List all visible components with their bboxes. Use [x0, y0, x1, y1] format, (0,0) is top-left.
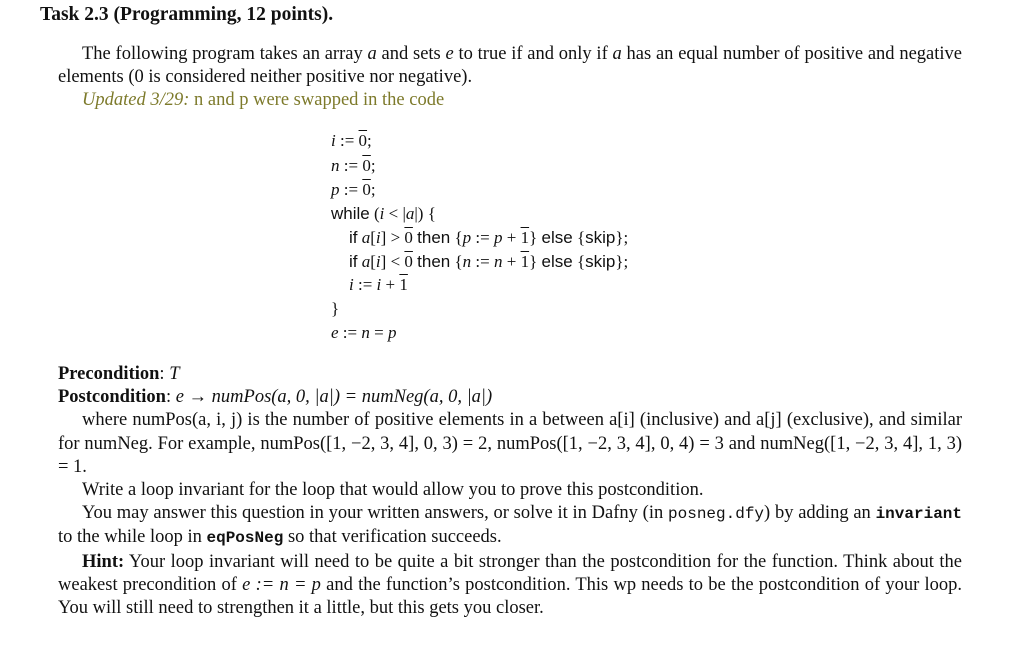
where-paragraph: where numPos(a, i, j) is the number of positive elements in a between a[i] (inclusive) and a[j] (exclusive), and similar for numNeg. For example, numPos([1, −2, 3, 4], 0, 3) = 2, numPos([1, −2, 3, 4], 0, 4) = 3 and numNeg([1, −2, 3, 4], 1, 3) = 1.	[58, 410, 962, 477]
spec-section	[58, 363, 962, 620]
task-heading: Task 2.3 (Programming, 12 points).	[40, 4, 334, 25]
instruction-2: You may answer this question in your written answers, or solve it in Dafny (in posneg.dfy) by adding an invariant to the while loop in eqPosNeg so that verification succeeds.	[58, 503, 962, 548]
instruction-1: Write a loop invariant for the loop that would allow you to prove this postcondition.	[82, 480, 704, 501]
update-note: Updated 3/29: n and p were swapped in the code	[82, 90, 445, 111]
code-line-8: }	[331, 299, 340, 318]
code-line-1: i := 0;	[331, 131, 372, 150]
precondition-line: Precondition: T	[58, 364, 180, 384]
intro-paragraph: The following program takes an array a and sets e to true if and only if a has an equal number of positive and negative elements (0 is considered neither positive nor negative). Updated 3/29: n and p were swapped in the code	[58, 43, 962, 113]
code-line-7: i := i + 1	[349, 275, 408, 294]
code-line-5: if a[i] > 0 then {p := p + 1} else {skip};	[349, 228, 629, 247]
code-line-3: p := 0;	[331, 180, 376, 199]
code-line-4: while (i < |a|) {	[331, 204, 436, 223]
code-line-9: e := n = p	[331, 323, 397, 342]
postcondition-line: Postcondition: e → numPos(a, 0, |a|) = numNeg(a, 0, |a|)	[58, 387, 493, 408]
code-line-6: if a[i] < 0 then {n := n + 1} else {skip};	[349, 252, 629, 271]
hint-paragraph: Hint: Your loop invariant will need to be quite a bit stronger than the postcondition for the function. Think about the weakest precondition of e := n = p and the function’s postcondition. This wp needs to be the postcondition of your loop. You will still need to strengthen it a little, but this gets you closer.	[58, 551, 963, 619]
code-line-2: n := 0;	[331, 156, 376, 175]
